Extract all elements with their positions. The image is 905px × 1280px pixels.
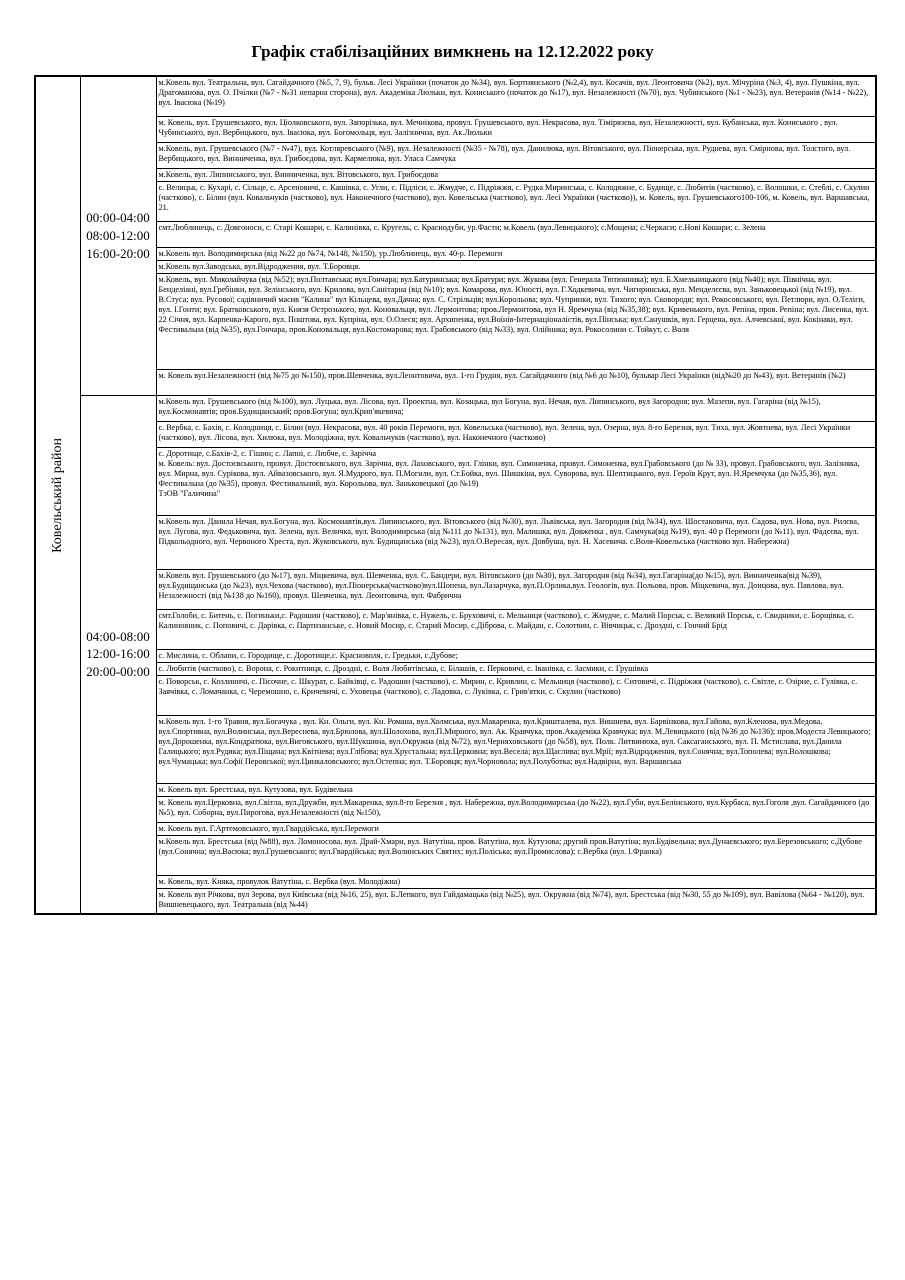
area-list-cell: м.Ковель вул. Володимирська (від №22 до №74, №148, №150), ур.Люблинець, вул. 40-р. Перемоги <box>156 247 876 260</box>
table-row <box>35 796 876 822</box>
area-list-cell: смт.Голоби, с. Битень, с. Погиньки,с. Радошин (частково), с. Мар'янівка, с. Нужель, с. Бруховичі, с. Мельниця (частково), с. Жмудче, с. Малий Порськ, с. Великий Порськ, с. Свидники, с. Борщівка, с. Калиновник, с. Поповичі, с. Дарівка, с. Партизанське, с. Новий Мосир, с. Старий Мосир, с.Діброва, с. Майдан, с. Солотвин, с. Вівчицьк, с. Дроздні, с. Гончий Брід <box>156 609 876 649</box>
table-row <box>35 662 876 675</box>
time-slot: 20:00-00:00 <box>86 664 150 680</box>
table-row <box>35 247 876 260</box>
table-row <box>35 421 876 447</box>
area-list-cell: м. Ковель, вул. Княка, провулок Ватутіна, с. Вербка (вул. Молодіжна) <box>156 875 876 888</box>
area-list-cell: с. Поворськ, с. Козлиничі, с. Пісочне, с. Шкурат, с. Байківці, с. Радошин (частково), с. Мирин, с. Кривлин, с. Мельниця (частково), с. Ситовичі, с. Підріжжя (частково), с. Світле, с. Озірне, с. Гулівка, с. Заячівка, с. Ломачанка, с. Черемошно, с. Кричевичі, с. Уховецьк (частково), с. Ладовка, с. Луківка, с. Грив'ятки, с. Скулин (частково) <box>156 675 876 715</box>
area-list-cell: смт.Люблинець, с. Довгоноси, с. Старі Кошари, с. Калинівка, с. Кругель, с. Краснодуби, ур.Фасти; м.Ковель (вул.Левицького); с.Мощена; с.Черкаси; с.Нові Кошари; с. Зелена <box>156 221 876 247</box>
area-list-cell: м.Ковель, вул. Грушевського (№7 - №47), вул. Котляревського (№9), вул. Незалежності (№35 - №78), вул. Данилюка, вул. Вітовського, вул. Піонерська, вул. Руднева, вул. Смірнова, вул. Толстого, вул. Вербицького, вул. Винниченка, вул. Грибоєдова, вул. Кармелюка, вул. Уласа Самчука <box>156 142 876 168</box>
area-list-cell: с. Мислина, с. Облапи, с. Городище, с. Доротище,с. Красноволя, с. Гредьки, с.Дубове; <box>156 649 876 662</box>
table-row <box>35 783 876 796</box>
area-list-cell: м.Ковель вул. 1-го Травня, вул.Богачука , вул. Кн. Ольги, вул. Кн. Романа, вул.Холмська, вул.Макаренка, вул.Кришталева, вул. Вишнева, вул. Барвінкова, вул.Гайова, вул.Кленова, вул.Медова, вул.Спортивна, вул.Волинська, вул.Вереснева, вул.Брюлова, вул.Шолохова, вул.П.Мирного, вул. Ак. Кравчука, пров.Академіка Кравчука; вул. М.Левицького (від №36 до №136); пров.Модеста Левицького; вул.Дорошенка, вул.Кондратюка, вул.Виговського, вул.Шукшина, вул.Окружна (від №72), вул.Черняховського (до №58), вул. Полк. Литвинюка, вул. Саксаганського, вул. П. Мстислава, вул.Данила Галицького; вул.Рудика; вул.Піщана; вул.Квітнева; вул.Глібова; вул.Хрустальна; вул.Церковна; вул.Весела; вул.Щаслива; вул.Мрії; вул.Відродження, вул.Сонячна; вул.Тополева; вул.Волошкова; вул.Чумацька; вул.Софії Перовської; вул.Цинкаловського; вул.Остепна; вул. Т.Боровця; вул.Чорновола; вул.Полуботка; вул.Надвірна, вул. Варшавська <box>156 715 876 783</box>
time-slot: 12:00-16:00 <box>86 646 150 662</box>
time-slot: 16:00-20:00 <box>86 245 150 261</box>
time-slot: 00:00-04:00 <box>86 210 150 226</box>
area-list-cell: с. Любитів (частково), с. Ворона, с. Рокитниця, с. Дроздні, с. Воля Любитівська, с. Білашів, с. Перковичі, с. Іванівка, с. Засмики, с. Грушівка <box>156 662 876 675</box>
table-row <box>35 168 876 181</box>
area-list-cell: м.Ковель вул. Данила Нечая, вул.Богуна, вул. Космонавтів,вул. Липинського, вул. Вітовського (від №30), вул. Львівська, вул. Загородня (від №34), вул. Шостаковича, вул. Садова, вул. Нова, вул. Рилєва, вул. Лугова, вул. Федьковича, вул. Зелена, вул. Величка, вул. Володимирська (від №111 до №131), вул. Малишка, вул. Довженка , вул. Самчука(від №19), вул. 40 р Перемоги (до №11), вул. Фадєєва, вул. Підкольодного, вул. Червоного Хреста, вул. Жуковського, вул. Будищанська (від №23), вул.О.Вересая, вул. Довбуша, вул. Н. Хасевича. с.Воля-Ковельська (частково вул. Набережна) <box>156 515 876 569</box>
area-list-cell: м.Ковель вул. Брестська (від №88), вул. Ломоносова, вул. Драй-Хмари, вул. Ватутіна, пров. Ватутіна, вул. Кутузова; другий пров.Ватутіна; вул.Будівельна; вул.Дунаєвського; вул.Березовського; с.Дубове (вул.Сонячна; вул.Васюка; вул.Грушевського; вул.Гвардійська; вул.Волинських Святих; вул.Поліська; вул.Промислова); с.Вербка (вул. І.Франка) <box>156 835 876 875</box>
area-list-cell: м. Ковель, вул. Грушевського, вул. Ціолковського, вул. Запорізька, вул. Мечнікова, провул. Грушевського, вул. Некрасова, вул. Тімірязєва, вул. Незалежності, вул. Кубанська, вул. Кониського , вул. Чубинського, вул. Вербицького, вул. Івасюка, вул. Богомольця, вул. Залізнична, вул. Ак.Люльки <box>156 116 876 142</box>
area-list-cell: м. Ковель вул.Церковна, вул.Світла, вул.Дружби, вул.Макаренка, вул.8-го Березня , вул. Набережна, вул.Володимирська (до №22), вул.Губи, вул.Белінського, вул.Курбаса, вул.Гоголя ,вул. Сагайдачного (до №5), вул. Соборна, вул.Пирогова, вул.Незалежності (від №150), <box>156 796 876 822</box>
table-row <box>35 875 876 888</box>
area-list-cell: м.Ковель, вул. Липинського, вул. Винниченка, вул. Вітовського, вул. Грибоєдова <box>156 168 876 181</box>
table-row <box>35 142 876 168</box>
area-list-cell: с. Велицьк, с. Кухарі, с. Сільце, с. Арсеновичі, с. Кашівка, с. Угли, с. Підліси, с. Жмудче, с. Підріжжя, с. Рудка Миринська, с. Колодяжне, с. Будище, с. Любитів (частково), с. Волошки, с. Стеблі, с. Скулин (частково), с. Білин (вул. Ковальчуків (частково), вул. Наконечного (частково), вул. Ковельська (частково), вул. Лесі Українки (частково)), м. Ковель, вул. Грушевського100-106, м. Ковель, вул. Варшавська, 21. <box>156 181 876 221</box>
area-list-cell: с. Доротище, с.Бахів-2, с. Гішин; с. Лапні, с. Любче, с. Зарічча м. Ковель: вул. Достоєвського, провул. Достоєвського, вул. Зарічна, вул. Лаховського, вул. Глінки, вул. Симоненка, провул. Симоненка, вул.Грабовського (до № 33), провул. Грабовського, вул. Залізняка, вул. Мирна, вул. Сурікова, вул. Айвазовського, вул. Я.Мудрого, вул. П.Могили, вул. Ст.Бойка, вул. Шишкіна, вул. Суворова, вул. Шептицького, вул. Героїв Крут, вул. Н.Яремчука (до №35,36), вул. Фестивальна (до №35), провул. Фестивальний, вул. Корольова, вул. Заньковецької (до №19) ТзОВ "Галичина" <box>156 447 876 515</box>
schedule-table <box>34 75 877 915</box>
table-row <box>35 515 876 569</box>
time-slots-cell <box>80 395 156 914</box>
area-list-cell: м.Ковель, вул. Миколайчука (від №52); вул.Полтавська; вул.Гончара; вул.Батуринська; вул.Братури; вул. Жукова (вул. Генерала Тютюнника); вул. Б.Хмельницького (від №40); вул. Північна, вул. Бенделіані, вул.Гребінки, вул. Зелінського, вул. Крилова, вул.Санітарна (від №10); вул. Комарова, вул. Юності, вул. Г.Ходкевича, вул. Чигиринська, вул. Менделєєва, вул. Заньковецької (від №19), вул. В.Стуса; вул. Русової; садівничий масив "Калина" вул Кільцева, вул.Дачна; вул. С. Стрільців; вул.Корольова; вул. Чупринки, вул. Тихого; вул. Сковороди; вул. Рокосовського, вул. Петлюри, вул. О.Теліги, вул. І.Гонти; вул. Братковського, вул. Князя Острозького, вул. Коновальця, вул. Лермонтова; пров.Лермонтова, вул Н. Яремчука (від №35,38); вул. Кривенького, вул. Репіна, пров. Репіна; вул. Лисенка, вул. 22 Січня, вул. Карпенка-Карого, вул. Поштова, вул. Купріна, вул. О.Олеся; вул. Архипенка, вул.Воїнів-Інтернаціоналістів, вул.Пінська; вул.Санушків, вул. Герцена, вул. Алчевської, вул. Кокінаки, вул. Фестивальна (від №35), вул.Гончара, пров.Коновальця, вул.Костомарова; вул. Грабовського (від №33), вул. Олійника; вул. Рокосолини с. Тойкут, с. Воля <box>156 273 876 369</box>
area-list-cell: м.Ковель вул. Грушевського (до №17), вул. Міцкевича, вул. Шевченка, вул. С. Бандери, вул. Вітовського (до №30), вул. Загородня (від №34), вул.Гагаріна(до №15), вул. Винниченка(від №39), вул.Будищанська (до №23), вул.Чехова (частково), вул.Піонерська(частково)вул.Шопена, вул.Лазарчука, вул.П.Орлика,вул. Геологів, вул. Польова, пров. Міцкевича, вул. Донцова, вул. Павлова, вул. Незалежності (від №138 до №160), провул. Шевченка, вул. Леонтовича, вул. Фабрична <box>156 569 876 609</box>
table-row <box>35 888 876 914</box>
page-title: Графік стабілізаційних вимкнень на 12.12.2022 року <box>251 42 654 61</box>
table-row <box>35 835 876 875</box>
time-slots-cell <box>80 76 156 395</box>
area-list-cell: м. Ковель вул. Брестська, вул. Кутузова, вул. Будівельна <box>156 783 876 796</box>
district-label: Ковельський район <box>50 437 66 553</box>
table-row <box>35 369 876 395</box>
table-row <box>35 116 876 142</box>
table-row <box>35 675 876 715</box>
area-list-cell: м.Ковель вул. Грушевського (від №100), вул. Луцька, вул. Лісова, вул. Проектна, вул. Козацька, вул Богуна, вул. Нечая, вул. Липинського, вул Загородня; вул. Мазепи, вул. Гагаріна (від №15), вул.Космонавтів; пров.Будищанський; пров.Богуна; вул.Крип'якевича; <box>156 395 876 421</box>
table-row <box>35 260 876 273</box>
table-row <box>35 221 876 247</box>
area-list-cell: м.Ковель вул.Заводська, вул.Відродження, вул. Т.Боровця. <box>156 260 876 273</box>
table-row <box>35 822 876 835</box>
table-row <box>35 649 876 662</box>
time-slot: 08:00-12:00 <box>86 227 150 243</box>
area-list-cell: с. Вербка, с. Бахів, с. Колодниця, с. Білин (вул. Некрасова, вул. 40 років Перемоги, вул. Ковельська (частково), вул. Зелена, вул. Озерна, вул. 8-го Березня, вул. Тиха, вул. Жовтнева, вул. Лесі Українки (частково), вул. Лісова, вул. Хилюка, вул. Молодіжна, вул. Ковальчуків (частково), вул. Наконечного (частково) <box>156 421 876 447</box>
area-list-cell: м. Ковель вул. Г.Артемовського, вул.Гвардійська, вул.Перемоги <box>156 822 876 835</box>
area-list-cell: м. Ковель вул.Незалежності (від №75 до №150), пров.Шевченка, вул.Леонтовича, вул. 1-го Грудня, вул. Сагайдачного (від №6 до №10), бульвар Лесі Українки (від№20 до №43), вул. Ветеранів (№2) <box>156 369 876 395</box>
table-row <box>35 395 876 421</box>
table-row <box>35 181 876 221</box>
table-row <box>35 447 876 515</box>
table-row <box>35 715 876 783</box>
table-row <box>35 569 876 609</box>
table-row <box>35 609 876 649</box>
table-row <box>35 76 876 116</box>
district-cell <box>35 76 80 914</box>
time-slot: 04:00-08:00 <box>86 628 150 644</box>
area-list-cell: м. Ковель вул Річкова, вул Зерова, вул Київська (від №16, 25), вул. Б.Лепкого, вул Гайдамацька (від №25), вул. Окружна (від №74), вул. Брестська (від №30, 55 до №109), вул. Вавілова (№64 - №120), вул. Вишневецького, вул. Театральна (від №44) <box>156 888 876 914</box>
table-row <box>35 273 876 369</box>
area-list-cell: м.Ковель вул. Театральна, вул. Сагайдачного (№5, 7, 9), бульв. Лесі Українки (початок до №34), вул. Бортнянського (№2,4), вул. Косачів, вул. Леонтовича (№2), вул. Мічуріна (№3, 4), вул. Пушкіна, вул. Драгоманова, вул. О. Пчілки (№7 - №31 непарна сторона), вул. Академіка Люльки, вул. Кониського (початок до №17), вул. Незалежності (№70), вул. Чубинського (№1 - №23), вул. Ветеранів (№14 - №22), вул. Івасюка (№19) <box>156 76 876 116</box>
